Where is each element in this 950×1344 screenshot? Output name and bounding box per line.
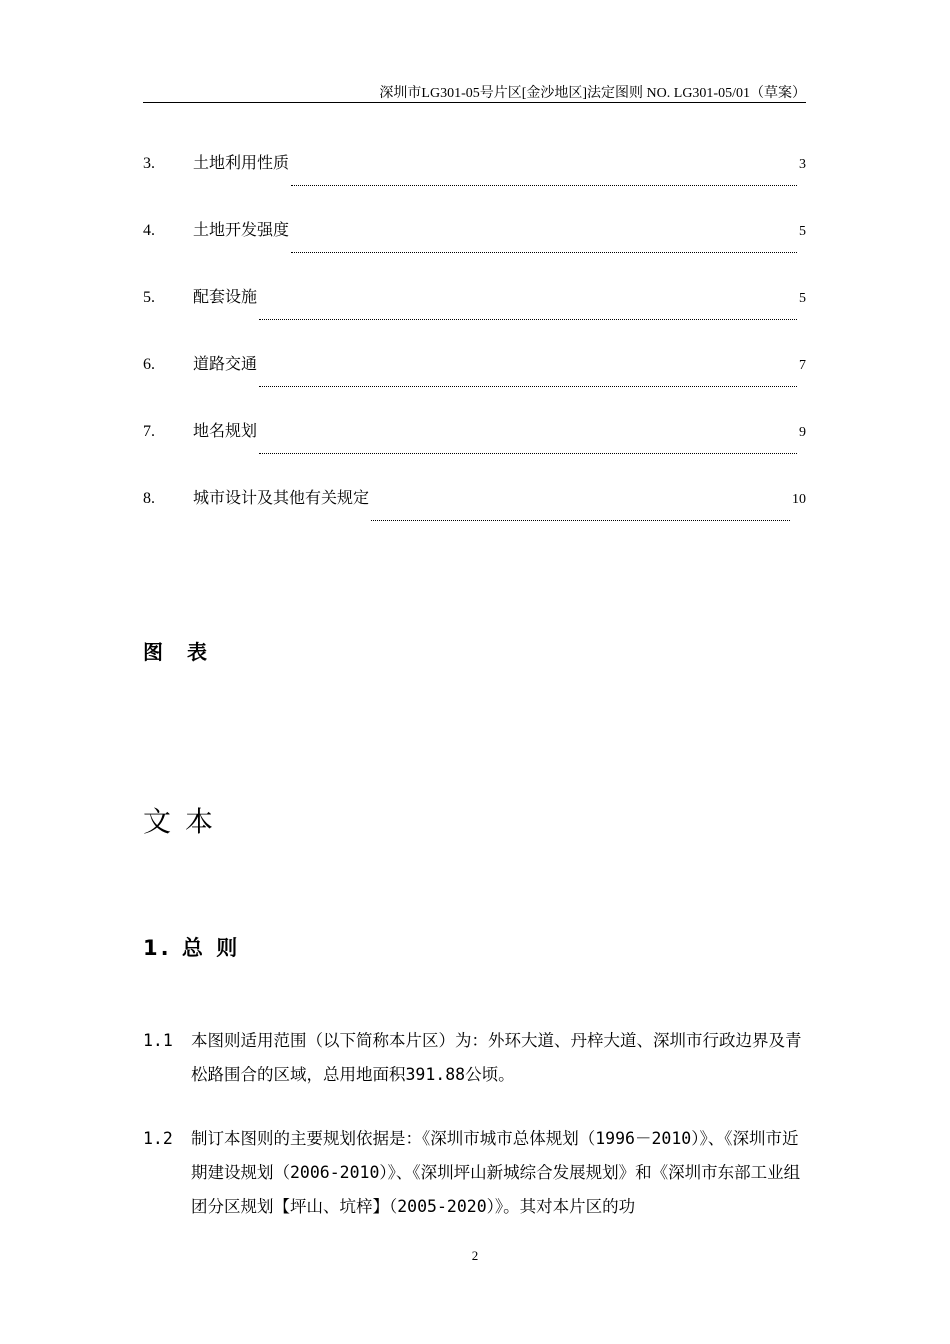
toc-leader-dots — [291, 251, 797, 253]
toc-entry-title: 城市设计及其他有关规定 — [193, 488, 370, 507]
toc-entry-number: 4. — [143, 222, 155, 239]
section-heading: 1. 总 则 — [143, 936, 241, 960]
clause-text: 制订本图则的主要规划依据是：《深圳市城市总体规划（1996－2010）》、《深圳市近期建设规划（2006-2010）》、《深圳坪山新城综合发展规划》和《深圳市东部工业组团分区规划【坪山、坑梓】（2005-2020）》。其对本片区的功 — [191, 1129, 801, 1216]
page-number: 2 — [471, 1248, 479, 1263]
clause-number: 1.1 — [143, 1031, 173, 1050]
toc-entry[interactable] — [143, 284, 806, 324]
toc-entry-page: 5 — [799, 224, 806, 239]
toc-entry-title: 土地利用性质 — [193, 153, 290, 172]
header-divider — [143, 102, 806, 103]
toc-leader-dots — [371, 519, 790, 521]
toc-entry-page: 3 — [799, 157, 806, 172]
toc-entry-number: 3. — [143, 155, 155, 172]
toc-entry[interactable] — [143, 351, 806, 391]
toc-entry-page: 5 — [799, 291, 806, 306]
running-header: 深圳市LG301-05号片区[金沙地区]法定图则 NO. LG301-05/01（草案） — [379, 86, 806, 101]
toc-entry[interactable] — [143, 418, 806, 458]
toc-entry-number: 7. — [143, 423, 155, 440]
toc-entry-number: 8. — [143, 490, 155, 507]
toc-leader-dots — [259, 385, 797, 387]
toc-entry-page: 7 — [799, 358, 806, 373]
clause-paragraph — [143, 1122, 806, 1224]
toc-entry-title: 土地开发强度 — [193, 220, 290, 239]
toc-entry-page: 10 — [792, 492, 806, 507]
toc-entry-number: 6. — [143, 356, 155, 373]
figures-heading: 图表 — [143, 640, 231, 664]
toc-entry[interactable] — [143, 217, 806, 257]
toc-entry-title: 配套设施 — [193, 287, 258, 306]
toc-entry-title: 地名规划 — [193, 421, 258, 440]
toc-leader-dots — [259, 318, 797, 320]
clause-number: 1.2 — [143, 1129, 173, 1148]
toc-entry-title: 道路交通 — [193, 354, 258, 373]
toc-leader-dots — [291, 184, 797, 186]
clause-paragraph — [143, 1024, 806, 1092]
clause-text: 本图则适用范围（以下简称本片区）为：外环大道、丹梓大道、深圳市行政边界及青松路围合的区域，总用地面积391.88公顷。 — [191, 1031, 802, 1084]
toc-entry-page: 9 — [799, 425, 806, 440]
toc-entry[interactable] — [143, 150, 806, 190]
toc-leader-dots — [259, 452, 797, 454]
toc-entry-number: 5. — [143, 289, 155, 306]
text-heading: 文本 — [143, 805, 228, 838]
toc-entry[interactable] — [143, 485, 806, 525]
